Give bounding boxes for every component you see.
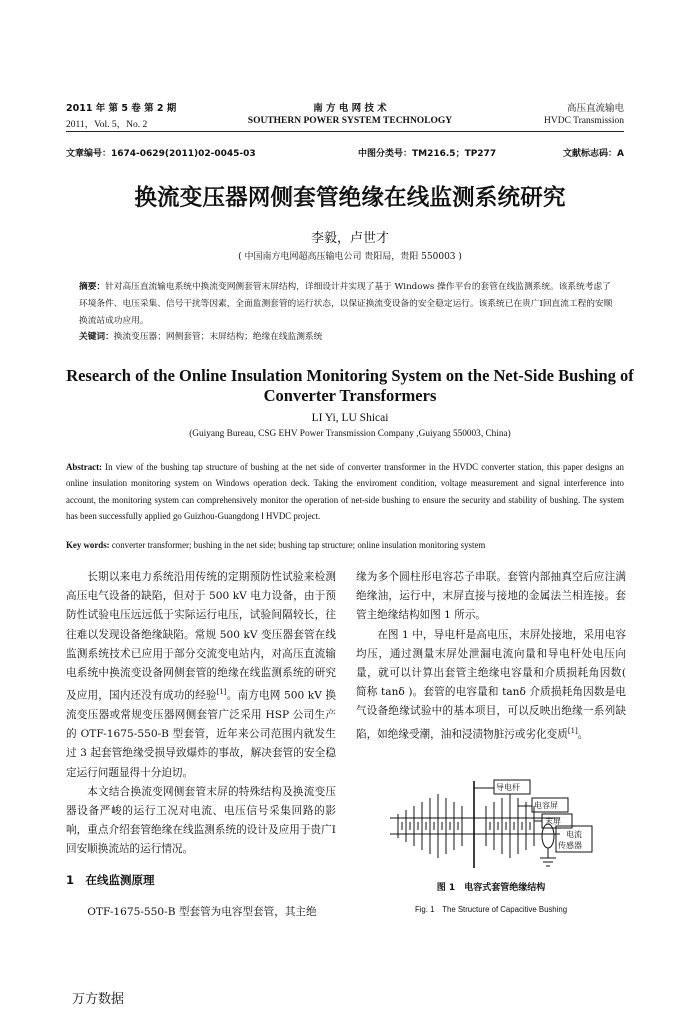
label-capacitor-screen: 电容屏 <box>534 801 558 810</box>
keywords-cn-label: 关键词： <box>79 332 114 342</box>
abstract-cn-label: 摘要： <box>79 282 106 292</box>
keywords-en-label: Key words: <box>66 540 110 550</box>
label-sensor-line1: 电流 <box>566 830 582 839</box>
document-code: 文献标志码：A <box>563 149 624 159</box>
article-number: 文章编号：1674-0629(2011)02-0045-03 <box>66 149 256 159</box>
section-body: OTF-1675-550-B 型套管为电容型套管，其主绝 <box>87 906 317 918</box>
header-center-cn: 南 方 电 网 技 术 <box>313 103 387 114</box>
title-en: Research of the Online Insulation Monitoring System on the Net-Side Bushing of Converter Transformers <box>66 366 634 405</box>
label-rod: 导电杆 <box>496 783 520 792</box>
affiliation-cn: ( 中国南方电网超高压输电公司 贵阳局，贵阳 550003 ) <box>238 252 462 262</box>
label-end-screen: 末屏 <box>545 817 561 826</box>
reference-marker: [1] <box>567 726 578 735</box>
authors-cn: 李毅，卢世才 <box>310 231 389 246</box>
abstract-en-label: Abstract: <box>66 462 102 472</box>
reference-marker: [1] <box>216 688 227 697</box>
section-heading: 1 在线监测原理 <box>66 873 155 887</box>
bushing-structure-figure <box>390 776 600 876</box>
header-left-en: 2011，Vol. 5，No. 2 <box>66 120 148 130</box>
clc-number: 中图分类号：TM216.5；TP277 <box>358 149 497 159</box>
affiliation-en: (Guiyang Bureau, CSG EHV Power Transmission Company ,Guiyang 550003, China) <box>189 429 511 439</box>
figure-caption-cn: 图 1 电容式套管绝缘结构 <box>436 883 546 893</box>
keywords-en-text: converter transformer; bushing in the net side; bushing tap structure; online insulation monitoring system <box>109 540 486 550</box>
header-rule <box>66 131 624 132</box>
paragraph: 本文结合换流变网侧套管末屏的特殊结构及换流变压器设备严峻的运行工况对电流、电压信号采集回路的影响，重点介绍套管绝缘在线监测系统的设计及应用于贵广Ⅰ回安顺换流站的运行情况。 <box>66 785 336 856</box>
title-cn: 换流变压器网侧套管绝缘在线监测系统研究 <box>134 185 566 211</box>
abstract-en-text: In view of the bushing tap structure of bushing at the net side of converter transformer in the HVDC converter station, this paper designs an online insulation monitoring system on Windows operation deck. Taking the enviroment condition, voltage measurement and signal interference into account, the monitoring system can comprehensively monitor the operation of net-side bushing to ensure the security and stability of bushing. The system has been successfully applied go Guizhou-Guangdong Ⅰ HVDC project. <box>66 462 624 521</box>
label-sensor-line2: 传感器 <box>558 841 582 850</box>
authors-en: LI Yi, LU Shicai <box>311 412 389 424</box>
figure-caption-en: Fig. 1 The Structure of Capacitive Bushing <box>414 905 568 914</box>
paragraph: 长期以来电力系统沿用传统的定期预防性试验来检测高压电气设备的缺陷，但对于 500 kV 电力设备，由于预防性试验电压远远低于实际运行电压，试验间隔较长，往往难以发现设备绝缘缺陷。常规 500 kV 变压器套管在线监测系统技术已应用于部分交流变电站内，对高压直流输电系统中换流变设备网侧套管的绝缘在线监测系统的研究及应用，国内还没有成功的经验[1]。南方电网 500 kV 换流变压器或常规变压器网侧套管广泛采用 HSP 公司生产的 OTF-1675-550-B 型套管，近年来公司范围内就发生过 3 起套管绝缘受损导致爆炸的事故，解决套管的安全稳定运行问题显得十分迫切。 <box>66 571 336 779</box>
abstract-cn <box>79 279 619 330</box>
keywords-cn-text: 换流变压器；网侧套管；末屏结构；绝缘在线监测系统 <box>113 332 323 342</box>
abstract-cn-text: 针对高压直流输电系统中换流变网侧套管末屏结构，详细设计并实现了基于 Windows 操作平台的套管在线监测系统。该系统考虑了环境条件、电压采集、信号干扰等因素，全面监测套管的运行状态，以保证换流变设备的安全稳定运行。该系统已在贵广Ⅰ回直流工程的安顺换流站成功应用。 <box>79 282 613 326</box>
header-right-en: HVDC Transmission <box>544 116 624 126</box>
keywords-en <box>66 540 624 550</box>
paragraph: 在图 1 中，导电杆是高电压，末屏处接地，采用电容均压，通过测量末屏处泄漏电流向量和导电杆处电压向量，就可以计算出套管主绝缘电容量和介质损耗角因数( 简称 tanδ )。套管的电容量和 tanδ 介质损耗角因数是电气设备绝缘试验中的基本项目，可以反映出绝缘一系列缺陷，如绝缘受潮，油和浸渍物脏污或劣化变质[1]。 <box>356 628 626 741</box>
paragraph: 缘为多个圆柱形电容芯子串联。套管内部抽真空后应注满绝缘油，运行中，末屏直接与接地的金属法兰相连接。套管主绝缘结构如图 1 所示。 <box>356 571 626 622</box>
header-left-cn: 2011 年 第 5 卷 第 2 期 <box>66 103 177 114</box>
abstract-en <box>66 459 624 524</box>
footer-watermark: 万方数据 <box>72 992 125 1007</box>
header-center-en: SOUTHERN POWER SYSTEM TECHNOLOGY <box>247 116 453 126</box>
keywords-cn <box>79 330 322 342</box>
body-column-right <box>356 568 626 744</box>
header-right-cn: 高压直流输电 <box>566 104 624 114</box>
body-column-left <box>66 568 336 860</box>
